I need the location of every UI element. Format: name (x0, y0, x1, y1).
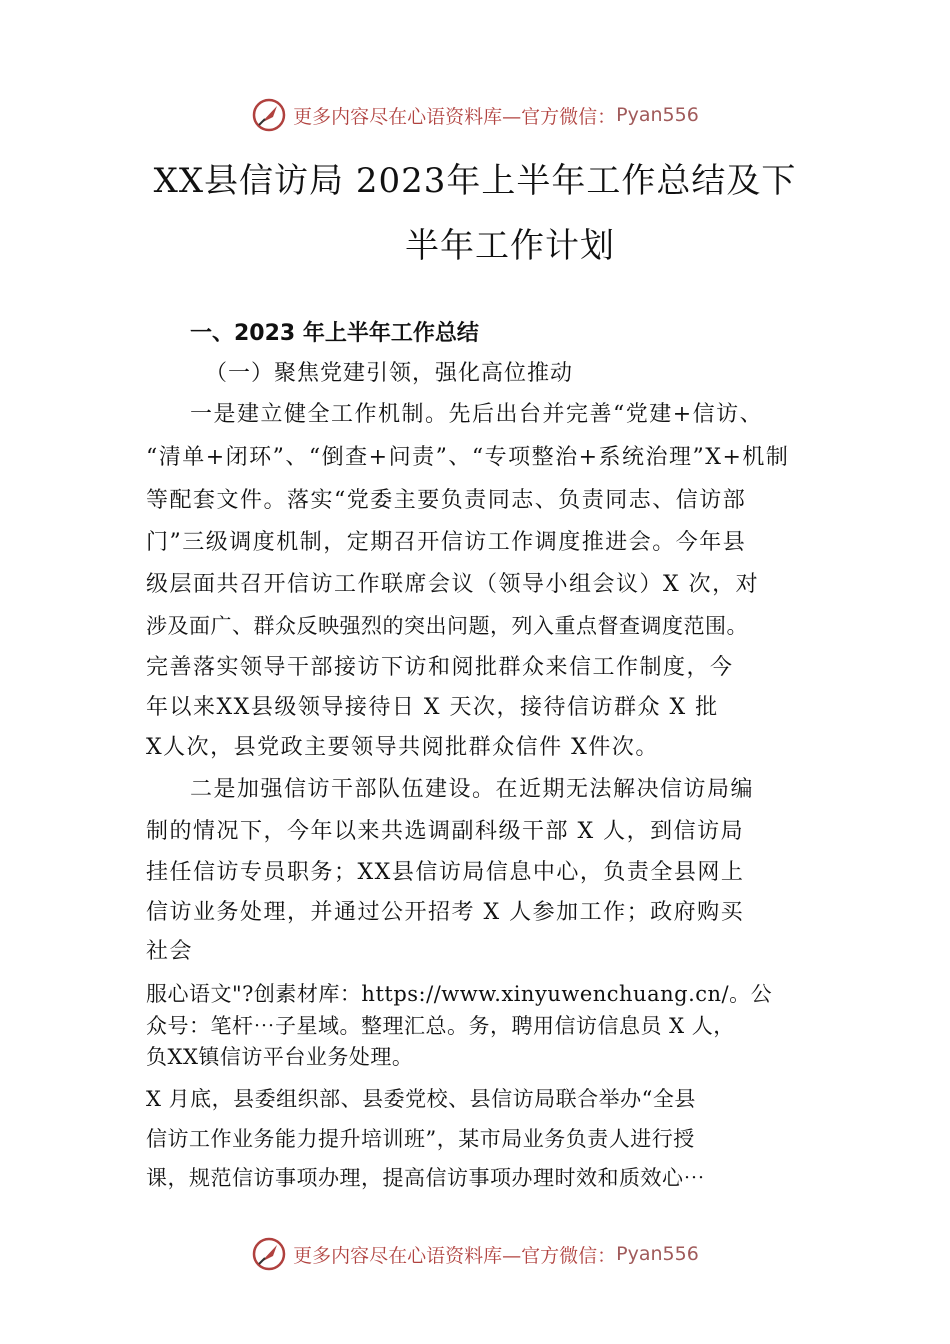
paragraph-line: 课，规范信访事项办理，提高信访事项办理时效和质效心⋯ (146, 1166, 705, 1190)
paragraph-line: X 月底，县委组织部、县委党校、县信访局联合举办“全县 (146, 1087, 696, 1111)
paragraph-line: “清单+闭环”、“倒查+问责”、“专项整治+系统治理”X+机制 (146, 445, 790, 470)
subsection-heading: （一）聚焦党建引领，强化高位推动 (205, 361, 574, 386)
footer-banner (0, 1234, 950, 1274)
paragraph-line: 制的情况下，今年以来共选调副科级干部 X 人，到信访局 (146, 819, 745, 844)
paragraph-line: 二是加强信访干部队伍建设。在近期无法解决信访局编 (190, 777, 755, 802)
paragraph-line: 众号：笔杆⋯子星域。整理汇总。务，聘用信访信息员 X 人， (146, 1014, 735, 1038)
paragraph-line: 负XX镇信访平台业务处理。 (146, 1045, 414, 1069)
document-title-line-1: XX县信访局 2023年上半年工作总结及下 (153, 161, 797, 201)
paragraph-line: 门”三级调度机制，定期召开信访工作调度推进会。今年县 (146, 530, 747, 555)
paragraph-line: 信访工作业务能力提升培训班”，某市局业务负责人进行授 (146, 1127, 695, 1151)
paragraph-line: 完善落实领导干部接访下访和阅批群众来信工作制度，今 (146, 655, 734, 680)
document-title-line-2: 半年工作计划 (405, 226, 615, 266)
paragraph-line: X人次，县党政主要领导共阅批群众信件 X件次。 (146, 735, 659, 760)
quill-logo-icon (251, 97, 287, 133)
paragraph-line: 挂任信访专员职务；XX县信访局信息中心，负责全县网上 (146, 860, 745, 885)
banner-contact: Pyan556 (616, 1243, 699, 1265)
quill-logo-icon (251, 1236, 287, 1272)
paragraph-line: 等配套文件。落实“党委主要负责同志、负责同志、信访部 (146, 488, 747, 513)
banner-text: 更多内容尽在心语资料库—官方微信： (293, 1244, 617, 1267)
banner-contact: Pyan556 (616, 104, 699, 126)
banner-text: 更多内容尽在心语资料库—官方微信： (293, 105, 617, 128)
paragraph-line: 级层面共召开信访工作联席会议（领导小组会议）X 次，对 (146, 572, 760, 597)
paragraph-line: 社会 (146, 939, 194, 964)
paragraph-line: 年以来XX县级领导接待日 X 天次，接待信访群众 X 批 (146, 695, 719, 720)
section-heading: 一、2023 年上半年工作总结 (190, 321, 479, 346)
paragraph-line: 一是建立健全工作机制。先后出台并完善“党建+信访、 (190, 402, 764, 427)
paragraph-line: 信访业务处理，并通过公开招考 X 人参加工作；政府购买 (146, 900, 745, 925)
header-banner (0, 95, 950, 135)
paragraph-line: 涉及面广、群众反映强烈的突出问题，列入重点督查调度范围。 (146, 614, 748, 638)
paragraph-line: 服心语文"?创素材库：https://www.xinyuwenchuang.cn/。公 (146, 982, 773, 1006)
